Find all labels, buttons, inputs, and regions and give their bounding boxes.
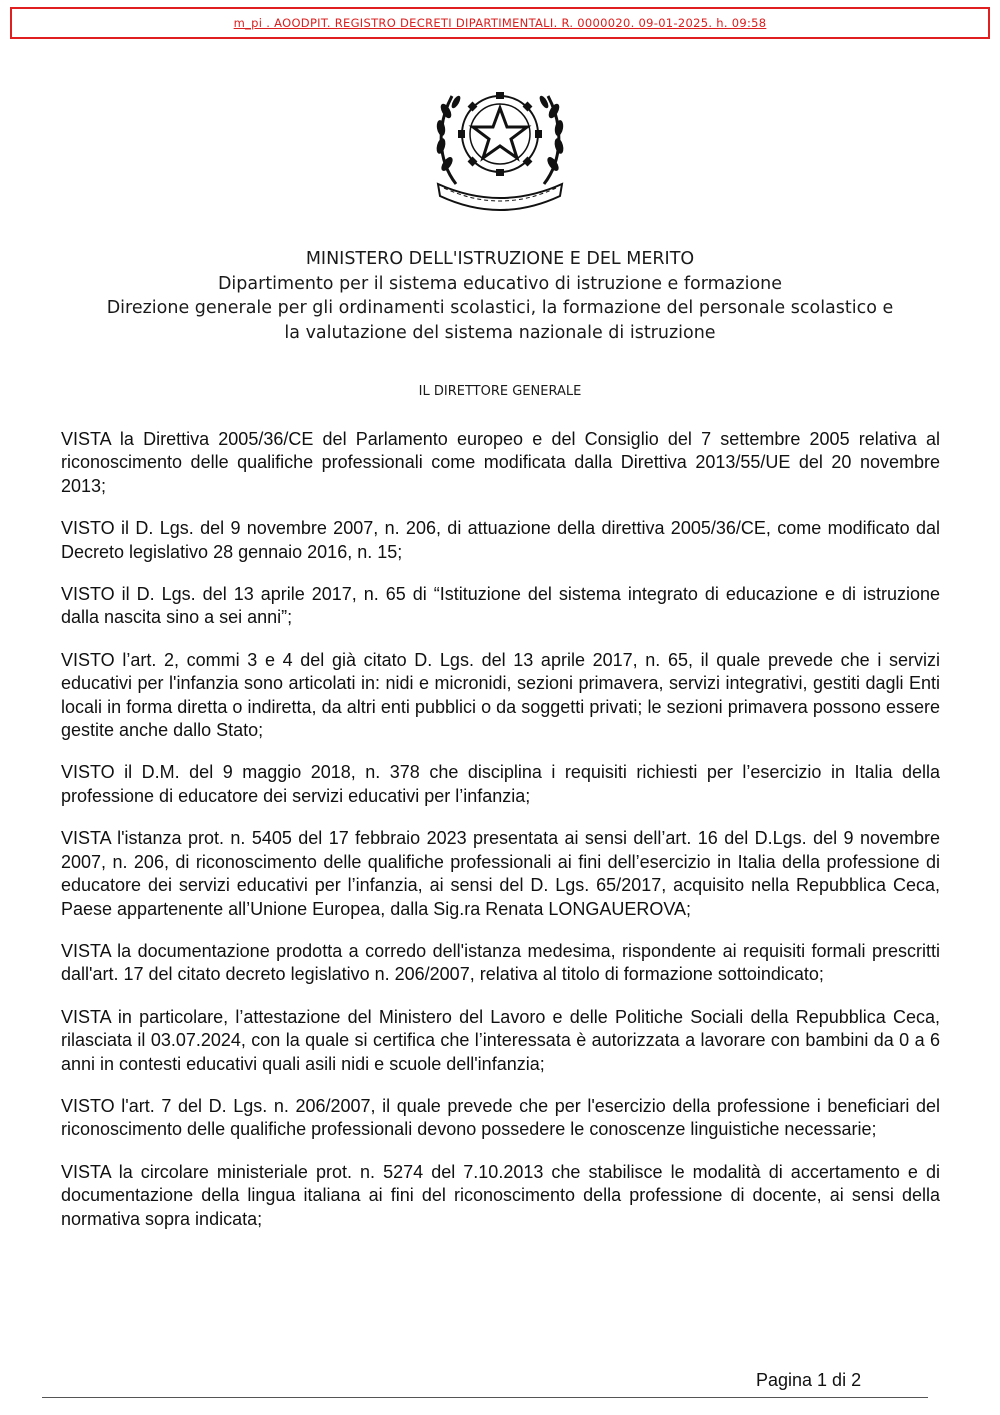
- direction-name-line1: Direzione generale per gli ordinamenti scolastici, la formazione del personale scolastico e: [106, 298, 894, 318]
- decree-body: [61, 428, 940, 1250]
- direction-name-line2: la valutazione del sistema nazionale di istruzione: [284, 322, 716, 343]
- recital-paragraph: VISTA la documentazione prodotta a corredo dell'istanza medesima, rispondente ai requisiti formali prescritti dall'art. 17 del citato decreto legislativo n. 206/2007, relativa al titolo di formazione sottoindicato;: [61, 940, 940, 985]
- recital-paragraph: VISTO il D. Lgs. del 13 aprile 2017, n. 65 di “Istituzione del sistema integrato di educazione e di istruzione dalla nascita sino a sei anni”;: [61, 584, 940, 628]
- protocol-stamp: [10, 7, 990, 39]
- recital-paragraph: VISTA la Direttiva 2005/36/CE del Parlamento europeo e del Consiglio del 7 settembre 2005 relativa al riconoscimento delle qualifiche professionali come modificata dalla Direttiva 2013/55/UE del 20 novembre 2013;: [61, 429, 940, 496]
- ministry-heading: [40, 247, 960, 345]
- recital-paragraph: VISTO il D.M. del 9 maggio 2018, n. 378 che disciplina i requisiti richiesti per l’esercizio in Italia della professione di educatore dei servizi educativi per l’infanzia;: [61, 762, 940, 806]
- signatory-title: IL DIRETTORE GENERALE: [418, 384, 582, 399]
- department-name: Dipartimento per il sistema educativo di istruzione e formazione: [217, 273, 783, 294]
- recital-paragraph: VISTO l'art. 7 del D. Lgs. n. 206/2007, il quale prevede che per l'esercizio della professione i beneficiari del riconoscimento delle qualifiche professionali devono possedere le conoscenze linguistiche necessarie;: [61, 1095, 940, 1140]
- page-number: Pagina 1 di 2: [756, 1370, 862, 1390]
- recital-paragraph: VISTA l'istanza prot. n. 5405 del 17 febbraio 2023 presentata ai sensi dell’art. 16 del D.Lgs. del 9 novembre 2007, n. 206, di riconoscimento delle qualifiche professionali ai fini dell’esercizio in Italia della professione di educatore dei servizi educativi per l’infanzia, ai sensi del D. Lgs. 65/2017, acquisito nella Repubblica Ceca, Paese appartenente all’Unione Europea, dalla Sig.ra Renata LONGAUEROVA;: [61, 828, 940, 919]
- recital-paragraph: VISTO il D. Lgs. del 9 novembre 2007, n. 206, di attuazione della direttiva 2005/36/CE, come modificato dal Decreto legislativo 28 gennaio 2016, n. 15;: [61, 518, 940, 562]
- italian-republic-emblem: [428, 66, 572, 214]
- recital-paragraph: VISTA in particolare, l’attestazione del Ministero del Lavoro e delle Politiche Sociali della Repubblica Ceca, rilasciata il 03.07.2024, con la quale si certifica che l’interessata è autorizzata a lavorare con bambini da 0 a 6 anni in contesti educativi quali asili nidi e scuole dell'infanzia;: [61, 1006, 940, 1074]
- recital-paragraph: VISTO l’art. 2, commi 3 e 4 del già citato D. Lgs. del 13 aprile 2017, n. 65, il quale prevede che i servizi educativi per l'infanzia sono articolati in: nidi e micronidi, sezioni primavera, servizi integrativi, gestiti dagli Enti locali in forma diretta o indiretta, da altri enti pubblici o da soggetti privati; le sezioni primavera possono essere gestite anche dallo Stato;: [61, 649, 940, 741]
- recital-paragraph: VISTA la circolare ministeriale prot. n. 5274 del 7.10.2013 che stabilisce le modalità di accertamento e di documentazione della lingua italiana ai fini del riconoscimento della professione di docente, ai sensi della normativa sopra indicata;: [61, 1161, 940, 1229]
- ministry-name: MINISTERO DELL'ISTRUZIONE E DEL MERITO: [305, 249, 695, 269]
- footer-divider: [42, 1397, 928, 1398]
- protocol-stamp-text: m_pi . AOODPIT. REGISTRO DECRETI DIPARTIMENTALI. R. 0000020. 09-01-2025. h. 09:58: [233, 16, 767, 30]
